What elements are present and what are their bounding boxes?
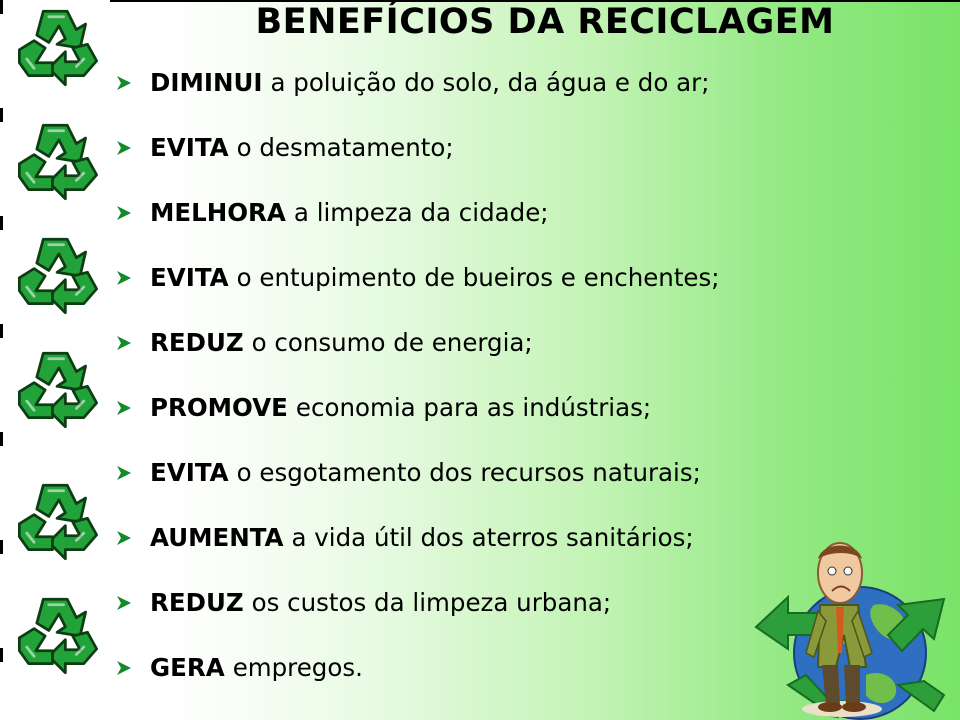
recycle-icon-column: [0, 0, 120, 720]
benefit-text: o entupimento de bueiros e enchentes;: [236, 263, 720, 292]
arrowhead-bullet-icon: [116, 205, 150, 221]
benefit-verb: PROMOVE: [150, 393, 288, 422]
benefit-item: [116, 180, 936, 245]
benefit-text: a poluição do solo, da água e do ar;: [270, 68, 710, 97]
benefit-item: [116, 50, 936, 115]
arrowhead-bullet-icon: [116, 335, 150, 351]
arrowhead-bullet-icon: [116, 270, 150, 286]
recycle-icon: [10, 590, 106, 682]
benefit-item: [116, 375, 936, 440]
slide-title: BENEFÍCIOS DA RECICLAGEM: [255, 2, 835, 42]
recycle-icon: [10, 476, 106, 568]
benefit-verb: EVITA: [150, 263, 229, 292]
recycle-icon: [10, 116, 106, 208]
benefit-text: o esgotamento dos recursos naturais;: [236, 458, 701, 487]
benefit-item: [116, 310, 936, 375]
sad-man-recycling-globe-illustration: [748, 535, 958, 720]
benefit-verb: MELHORA: [150, 198, 286, 227]
benefit-text: os custos da limpeza urbana;: [251, 588, 612, 617]
benefit-text: economia para as indústrias;: [295, 393, 652, 422]
benefit-verb: REDUZ: [150, 328, 244, 357]
arrowhead-bullet-icon: [116, 595, 150, 611]
benefit-text: a vida útil dos aterros sanitários;: [291, 523, 694, 552]
benefit-item: [116, 440, 936, 505]
benefit-item: [116, 245, 936, 310]
benefit-verb: EVITA: [150, 458, 229, 487]
arrowhead-bullet-icon: [116, 75, 150, 91]
arrowhead-bullet-icon: [116, 660, 150, 676]
arrowhead-bullet-icon: [116, 400, 150, 416]
recycle-icon: [10, 344, 106, 436]
benefit-text: a limpeza da cidade;: [293, 198, 549, 227]
benefit-verb: AUMENTA: [150, 523, 284, 552]
benefit-verb: GERA: [150, 653, 225, 682]
benefit-verb: DIMINUI: [150, 68, 263, 97]
benefit-text: o desmatamento;: [236, 133, 454, 162]
benefit-text: empregos.: [232, 653, 363, 682]
benefit-verb: EVITA: [150, 133, 229, 162]
benefit-item: [116, 115, 936, 180]
recycle-icon: [10, 230, 106, 322]
recycle-icon: [10, 2, 106, 94]
arrowhead-bullet-icon: [116, 140, 150, 156]
benefit-text: o consumo de energia;: [251, 328, 533, 357]
arrowhead-bullet-icon: [116, 465, 150, 481]
arrowhead-bullet-icon: [116, 530, 150, 546]
benefit-verb: REDUZ: [150, 588, 244, 617]
